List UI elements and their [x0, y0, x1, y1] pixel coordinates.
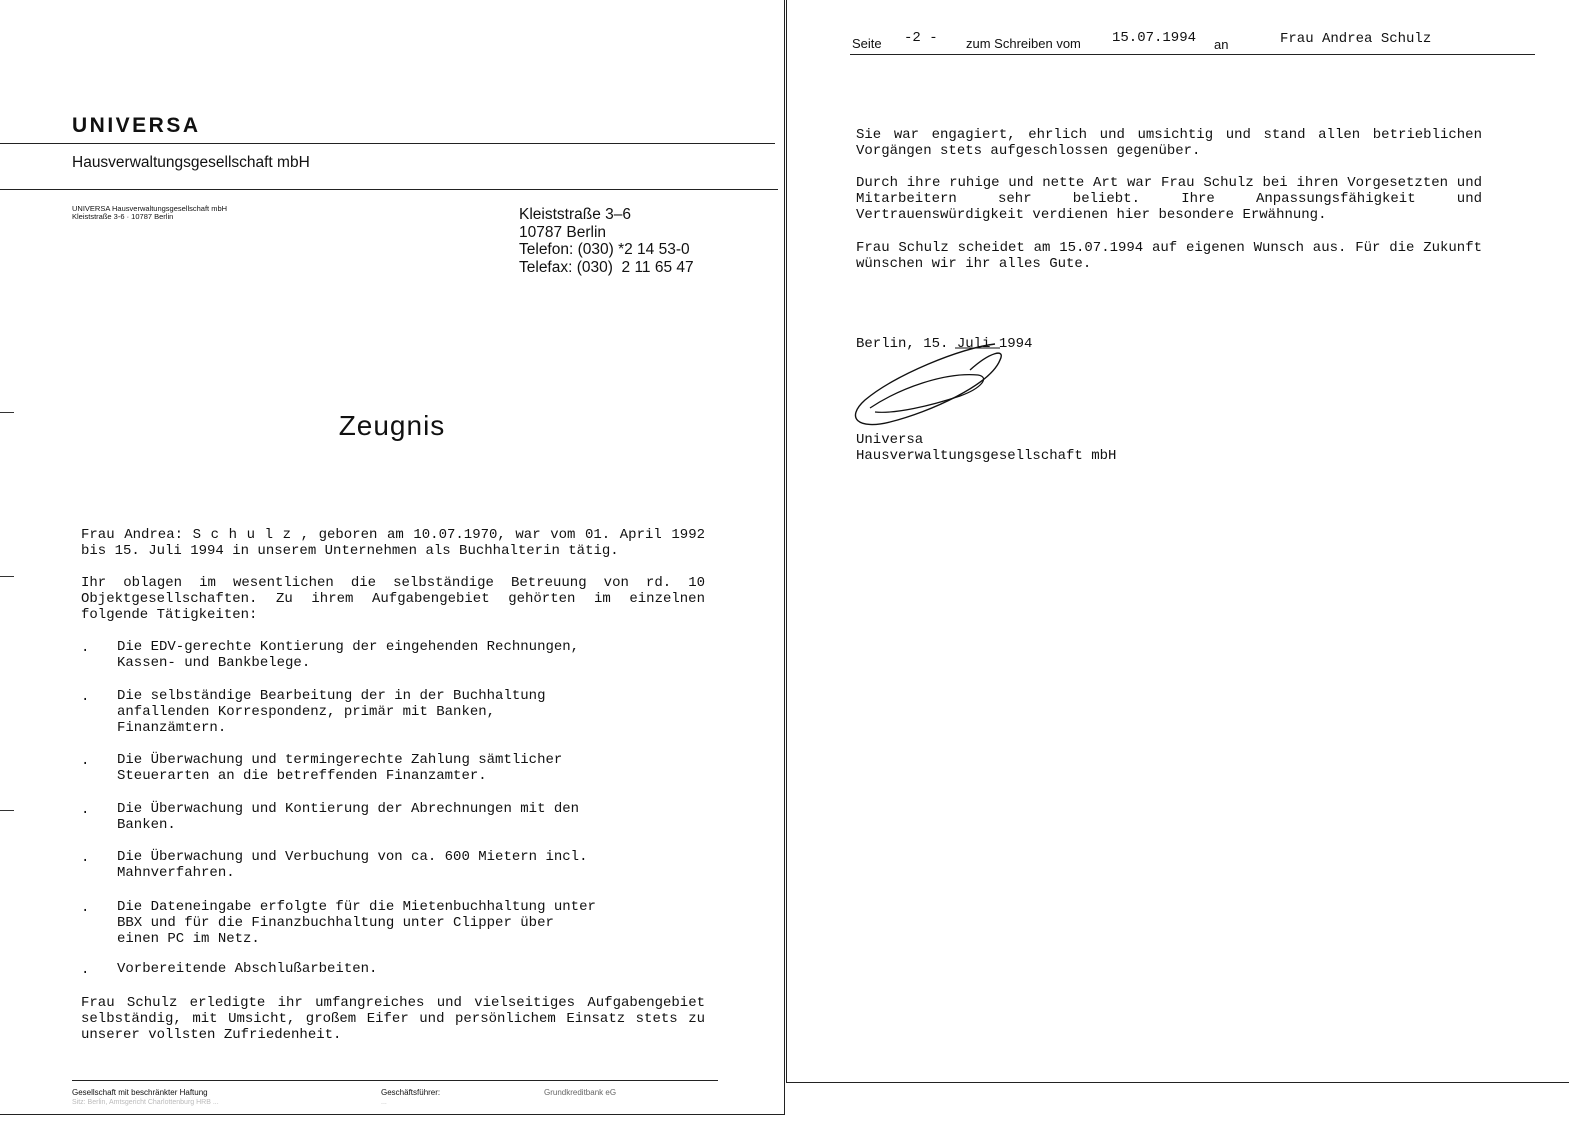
signature-organization — [856, 432, 1116, 464]
contact-phone: Telefon: (030) *2 14 53-0 — [519, 241, 690, 258]
page-number: -2 - — [904, 30, 938, 46]
intro-paragraph: Frau Andrea: S c h u l z , geboren am 10.07.1970, war vom 01. April 1992 bis 15. Juli 1994 in unserem Unternehmen als Buchhalterin tätig. — [81, 527, 705, 559]
list-item: Die Überwachung und termingerechte Zahlung sämtlicher Steuerarten an die betreffenden Finanzamter. — [117, 752, 563, 784]
signature-org-name: Universa — [856, 432, 924, 448]
recipient-name: Frau Andrea Schulz — [1280, 31, 1432, 47]
list-item: Die Überwachung und Verbuchung von ca. 600 Mietern incl. Mahnverfahren. — [117, 849, 588, 881]
footer-bank: Grundkreditbank eG — [544, 1088, 617, 1097]
list-item: Die EDV-gerechte Kontierung der eingehenden Rechnungen, Kassen- und Bankbelege. — [117, 639, 580, 671]
place-and-date: Berlin, 15. Juli 1994 — [856, 336, 1033, 352]
signature — [850, 330, 1020, 440]
letter-ref-label: zum Schreiben vom — [966, 36, 1081, 51]
page-label: Seite — [852, 36, 882, 51]
company-subtitle: Hausverwaltungsgesellschaft mbH — [72, 154, 310, 171]
list-bullet: . — [81, 850, 90, 866]
list-item: Die Überwachung und Kontierung der Abrechnungen mit den Banken. — [117, 801, 580, 833]
signature-org-type: Hausverwaltungsgesellschaft mbH — [856, 448, 1117, 464]
list-bullet: . — [81, 802, 90, 818]
header-rule — [850, 54, 1535, 55]
letter-date: 15.07.1994 — [1112, 30, 1197, 46]
duties-intro-paragraph: Ihr oblagen im wesentlichen die selbständige Betreuung von rd. 10 Objektgesellschaften. Zu ihrem Aufgabengebiet gehörten im einzelnen folgende Tätigkeiten: — [81, 575, 705, 623]
punch-mark — [0, 576, 14, 577]
behaviour-paragraph: Durch ihre ruhige und nette Art war Frau Schulz bei ihren Vorgesetzten und Mitarbeitern sehr beliebt. Ihre Anpassungsfähigkeit und Vertrauenswürdigkeit verdienen hier besondere Erwähnung. — [856, 175, 1482, 223]
list-item: Vorbereitende Abschlußarbeiten. — [117, 961, 378, 977]
character-paragraph: Sie war engagiert, ehrlich und umsichtig und stand allen betrieblichen Vorgängen stets aufgeschlossen gegenüber. — [856, 127, 1482, 159]
list-bullet: . — [81, 962, 90, 978]
letterhead-rule-top — [0, 143, 775, 144]
list-bullet: . — [81, 689, 90, 705]
letterhead-rule-bottom — [0, 189, 778, 190]
departure-paragraph: Frau Schulz scheidet am 15.07.1994 auf eigenen Wunsch aus. Für die Zukunft wünschen wir ihr alles Gute. — [856, 240, 1482, 272]
company-name: UNIVERSA — [72, 114, 201, 137]
contact-city: 10787 Berlin — [519, 223, 607, 241]
sender-line — [72, 205, 227, 221]
list-bullet: . — [81, 640, 90, 656]
footer-rule — [72, 1080, 718, 1081]
footer-legal-form: Gesellschaft mit beschränkter Haftung — [72, 1088, 208, 1097]
recipient-label: an — [1214, 37, 1229, 52]
footer-managing-director: Geschäftsführer: — [381, 1088, 441, 1097]
sender-line-1: UNIVERSA Hausverwaltungsgesellschaft mbH — [72, 204, 228, 213]
list-item: Die Dateneingabe erfolgte für die Mietenbuchhaltung unter BBX und für die Finanzbuchhaltung unter Clipper über einen PC im Netz. — [117, 899, 596, 947]
contact-fax: Telefax: (030) 2 11 65 47 — [519, 258, 694, 276]
footer-register: Sitz: Berlin, Amtsgericht Charlottenburg HRB ... — [72, 1099, 219, 1106]
contact-street: Kleiststraße 3–6 — [519, 206, 631, 223]
list-bullet: . — [81, 900, 90, 916]
footer-director-name: ... — [381, 1099, 387, 1106]
sender-line-2: Kleiststraße 3-6 · 10787 Berlin — [72, 212, 174, 221]
page-two — [786, 0, 1569, 1083]
list-bullet: . — [81, 753, 90, 769]
list-item: Die selbständige Bearbeitung der in der Buchhaltung anfallenden Korrespondenz, primär mit Banken, Finanzämtern. — [117, 688, 546, 736]
fold-mark-lower — [0, 810, 14, 811]
page-one — [0, 0, 785, 1115]
contact-block — [519, 206, 694, 276]
document-title: Zeugnis — [338, 410, 446, 441]
closing-paragraph: Frau Schulz erledigte ihr umfangreiches und vielseitiges Aufgabengebiet selbständig, mit Umsicht, großem Eifer und persönlichem Einsatz stets zu unserer vollsten Zufriedenheit. — [81, 995, 705, 1043]
